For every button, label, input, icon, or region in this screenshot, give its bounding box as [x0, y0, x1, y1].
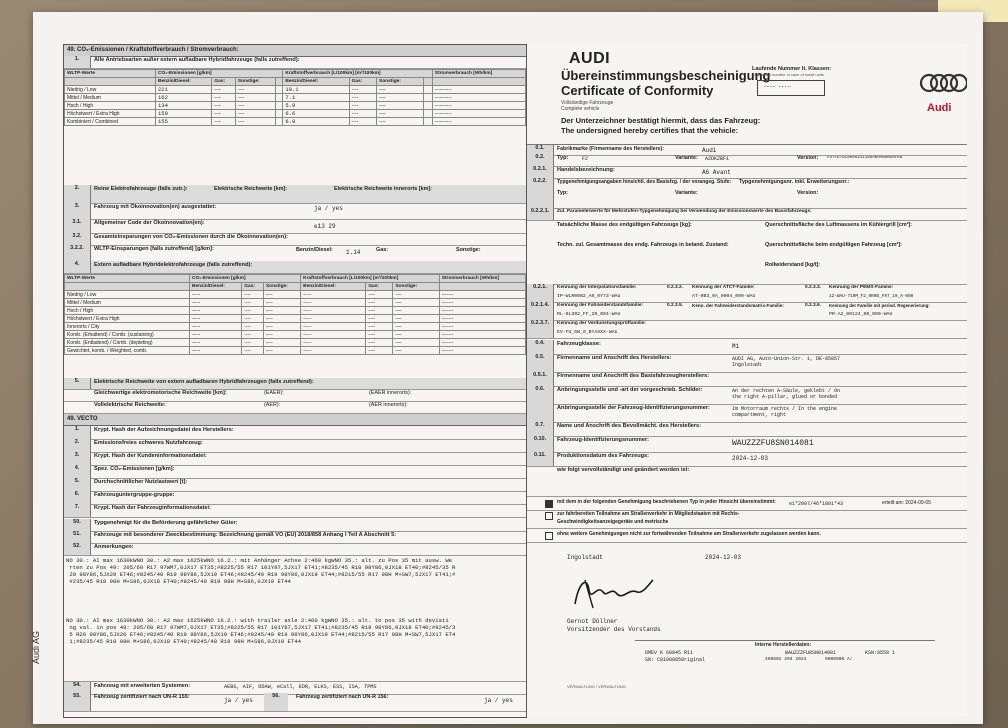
- aer-row: Vollelektrische Reichweite: (AER): (AER innerorts):: [64, 401, 526, 414]
- footer-bottom-text: VERWALTUNG / VERWALTUNG: [567, 684, 626, 689]
- fuel-header: Kraftstoffverbrauch [L/100km] [m³/100km]: [283, 70, 433, 78]
- phev-row: Gewichtet, komb. / Weighted, comb. ----- ---- ---- ----- ---- ---- -------: [65, 347, 526, 355]
- section-1-row: 1. Alle Antriebsarten außer extern aufladbare Hybridfahrzeuge (falls zutreffend):: [64, 56, 526, 69]
- serial-box: ---- ----: [757, 80, 825, 96]
- signer-title: Vorsitzender des Vorstands: [567, 626, 661, 633]
- internal-data-block: Interne Herstellerdaten: DMEV K 60045 R11 SN: C81000850riginal WAUZZZFU8SN014081 KSN:0558 1 460602 204 2024 0000000 A/: [635, 640, 935, 665]
- section-54-row: 54. Fahrzeug mit erweiterten Systemen: AEBS, AIF, DDAW, eCall, EDR, ELKS, ESS, ISA, TPMS: [64, 681, 526, 695]
- certificate-paper: [33, 12, 983, 724]
- title-german: Übereinstimmungsbescheinigung: [561, 68, 771, 83]
- conformity-row-3: ohne weitere Genehmigungen nicht zur fortwährenden Teilnahme am Straßenverkehr zugelassen werden kann.: [527, 530, 967, 543]
- detail-row-production-date: 0.11. Produktionsdatum des Fahrzeugs: 2024-12-03: [527, 452, 967, 467]
- family-id-row-1: 0.2.1. Kennung der Interpolationsfamilie: IP-WLR00N2_A0_0Y73-WAU 0.2.3.2. Kennung der ATCT-Familie: AT-0B3_0A_0004_000-WAU 0.2.3.3. Kennung der PEMS-Familie: 12-WAU-710M_F2_0R0B_F07_10_A-000: [527, 284, 967, 303]
- vecto-row: 6. Fahrzeuguntergruppe-gruppe:: [64, 491, 526, 505]
- vehicle-type-label: Vollständige Fahrzeuge Complete vehicle: [561, 100, 614, 112]
- right-row-0-2-2: 0.2.2. Typgenehmigungsangaben hinsichtl. des Basisfzg. / der vorangeg. Stufe: Typgenehmigungsnr. inkl. Erweiterungsnr.: Typ: Variante: Version:: [527, 178, 967, 209]
- vecto-row: 7. Krypt. Hash der Fahrzeuginformationsdatei:: [64, 504, 526, 518]
- family-id-row-2: 0.2.1.4. Kennung der Fahrwiderstandsfamilie: RL-0L392_FF_20_004-WAU 0.2.3.5. Kenn. der Fahrwiderstandsmatrix-Familie: 0.2.3.6. Kennung der Familie mit period. Regenerierung: PR-A2_00124_00_000-WAU: [527, 302, 967, 321]
- vecto-row: 2. Emissionsfreies schweres Nutzfahrzeug:: [64, 439, 526, 453]
- vecto-row: 4. Spez. CO₂-Emissionen [g/km]:: [64, 465, 526, 479]
- detail-row-category: 0.4. Fahrzeugklasse: M1: [527, 340, 967, 355]
- wltp-row: Kombiniert / Combined 155 ---- ---- 6.9 ---- ---- ----------: [65, 118, 526, 126]
- section-3-2-2-row: 3.2.2. WLTP-Einsparungen (falls zutreffend) [g/km]: Benzin/Diesel: 1.14 Gas: Sonstige:: [64, 245, 526, 262]
- section-2-row: 2. Reine Elektrofahrzeuge (falls zutr.): Elektrische Reichweite [km]: Elektrische Reichweite innerorts [km]:: [64, 185, 526, 204]
- right-panel-header: [527, 44, 967, 716]
- right-row-0-1: 0.1. Fabrikmarke (Firmenname des Herstellers): Audi: [527, 144, 967, 156]
- co2-header: CO₂-Emissionen [g/km]: [156, 70, 283, 78]
- audi-rings-logo: [919, 72, 967, 94]
- section-52-row: 52. Anmerkungen:: [64, 543, 526, 556]
- section-3-1-row: 3.1. Allgemeiner Code der Ökoinnovation(en): e13 29: [64, 219, 526, 234]
- wltp-table: WLTP-Werte CO₂-Emissionen [g/km] Kraftstoffverbrauch [L/100km] [m³/100km] Stromverbrauch [Wh/km] Benzin/Diesel: Gas: Sonstige: Benzin/Diesel: Gas: Sonstige: Niedrig / Low 221 ---- ---- 10.1 ---- ---- ---------- Mittel / Medium 162 ---- ---- 7.1 ---- ---- ---------- Hoch / High 134 ---- ---- 5.9 ---- ---- ---------- Höchstwert / Extra High 150 ---- ---- 6.6 ---- ---- ---------- Kombiniert / Combined 155 ---- ---- 6.9 ---- ---- ----------: [64, 69, 526, 126]
- section-3-2-row: 3.2. Gesamteinsparungen von CO₂-Emissionen durch die Ökoinnovation(en):: [64, 233, 526, 246]
- detail-row-plates: 0.6. Anbringungsstelle und -art der vorgeschrieb. Schilder: An der rechten A-Säule, geklebt / On the right A-pillar, glued or bonded: [527, 386, 967, 405]
- detail-row-vin-location: Anbringungsstelle der Fahrzeug-Identifizierungsnummer: Im Motorraum rechts / In the engine compartment, right: [527, 404, 967, 423]
- wltp-row: Hoch / High 134 ---- ---- 5.9 ---- ---- ----------: [65, 102, 526, 110]
- mass-info-block: Tatsächliche Masse des endgültigen Fahrzeugs [kg]: Techn. zul. Gesamtmasse des endg. Fahrzeugs in beland. Zustand: Querschnittsfläche des Luftmassens im Kühlergrill [cm²]: Querschnittsfläche beim endgültigen Fahrzeug [cm²]: Rollwiderstand [kg/t]:: [527, 220, 967, 285]
- right-row-0-2-1: 0.2.1. Handelsbezeichnung: A6 Avant: [527, 166, 967, 179]
- eaer-row: Gleichwertige elektromotorische Reichweite [km]: (EAER): (EAER innerorts):: [64, 389, 526, 402]
- elec-header: Stromverbrauch [Wh/km]: [432, 70, 525, 78]
- phev-row: Mittel / Medium ----- ---- ---- ----- ---- ---- -------: [65, 299, 526, 307]
- vecto-row: 1. Krypt. Hash der Aufzeichnungsdatei des Herstellers:: [64, 426, 526, 440]
- remarks-de: NO 30.: AI max 1630kWNO 30.: A2 max 1625kWNO 16.2.: mit Anhänger Achse 2:460 kgWNO 35.: alt. zu Pos 35 mit ausw. We rten zu Pos 49: 205/60 R17 97WM7,0JX17 ET35;#8225/55 R17 101Y87,5JX17 ET41;#8235/45 R18 98Y86,0JX18 ET40;#8245/35 R 20 98Y86,5JX20 ET46;#8245/40 R19 98Y86,5JX19 ET46;#8245/40 R19 98Y86,0JX19 ET44;#8215/55 R17 98H M+SW7,5JX17 ET41;# #235/45 R18 98H M+S86,0JX18 ET40;#8245/40 R19 98H M+S86,0JX19 ET44: [66, 557, 456, 585]
- remarks-en: NO 30.: AI max 1630kWNO 30.: A2 max 1625kWNO 16.2.: with trailer axle 2:460 kgWNO 35.: alt. to pos 35 with deviati ng val. in pos 49: 205/60 R17 97WM7,0JX17 ET35;#8225/55 R17 101Y87,5JX17 ET41;#8235/45 R18 98Y86,0JX18 ET40;#8245/3 5 R20 98Y86,5JX20 ET46;#8245/40 R19 98Y86,5JX19 ET46;#8245/40 R19 98Y86,0JX19 ET44;#8215/55 R17 98H M+SW7,5JX17 ET4 1;#8235/45 R18 98H M+S86,0JX18 ET40;#8245/40 R19 98H M+S86,0JX19 ET44: [66, 617, 456, 645]
- section-51-row: 51. Fahrzeuge mit besonderer Zweckbestimmung: Bezeichnung gemäß VO (EU) 2018/858 Anhang I Teil A Abschnitt 5:: [64, 531, 526, 544]
- detail-row-manufacturer: 0.5. Firmenname und Anschrift des Herstellers: AUDI AG, Auto-Union-Str. 1, DE-85057 Ingolstadt: [527, 354, 967, 373]
- detail-row-vin: 0.10. Fahrzeug-Identifizierungsnummer: WAUZZZFU8SN014081: [527, 436, 967, 453]
- conformity-row-2: zur fahrbereiten Teilnahme am Straßenverkehr in Mitgliedstaaten mit Rechts- Geschwindigkeitsanzeigegeräte und metrische: [527, 510, 967, 529]
- phev-row: Innerorts / City ----- ---- ---- ----- ---- ---- -------: [65, 323, 526, 331]
- sign-date: 2024-12-03: [705, 554, 742, 561]
- right-row-0-2-2-1: 0.2.2.1. Zul. Parameterwerte für Mehrstufen-Typgenehmigung bei Verwendung der Emissionswerte des Basisfahrzeugs:: [527, 208, 967, 221]
- brand-title: AUDI: [569, 50, 611, 67]
- serial-sublabel: Sequential number in case of small units: [752, 72, 824, 77]
- handwritten-signature: [567, 572, 657, 612]
- wltp-row: Mittel / Medium 162 ---- ---- 7.1 ---- ---- ----------: [65, 94, 526, 102]
- phev-table: WLTP-Werte CO₂-Emissionen [g/km] Kraftstoffverbrauch [L/100km] [m³/100km] Stromverbrauch [Wh/km] Benzin/Diesel: Gas: Sonstige: Benzin/Diesel: Gas: Sonstige: Niedrig / Low ----- ---- ---- ----- ---- ---- ------- Mittel / Medium ----- ---- ---- ----- ---- ---- ------- Hoch / High ----- ---- ---- ----- ---- ---- ------- Höchstwert / Extra High ----- ---- ---- ----- ---- ---- ------- Innerorts / City ----- ---- ---- ----- ---- ---- ------- Komb. (Erhaltend) / Comb. (sustaining) ----- ---- ---- ----- ---- ---- ------- Komb. (Entladend) / Comb. (depleting) ----- ---- ---- ----- ---- ---- ------- Gewichtet, komb. / Weighted, comb. ----- ---- ---- ----- ---- ---- -------: [64, 274, 526, 355]
- phev-row: Hoch / High ----- ---- ---- ----- ---- ---- -------: [65, 307, 526, 315]
- left-panel-emissions: [63, 44, 527, 718]
- section-1-label: Alle Antriebsarten außer extern aufladbare Hybridfahrzeuge (falls zutreffend):: [94, 57, 300, 63]
- conformity-row-1: mit dem in der folgenden Genehmigung beschriebenen Typ in jeder Hinsicht übereinstimmt: e1*2007/46*1801*43 erteilt am: 2024-09-05: [527, 498, 967, 511]
- section-50-row: 50. Typgenehmigt für die Beförderung gefährlicher Güter:: [64, 519, 526, 532]
- title-english: Certificate of Conformity: [561, 83, 714, 98]
- vecto-row: 3. Krypt. Hash der Kundeninformationsdatei:: [64, 452, 526, 466]
- right-row-0-2: 0.2. Typ: F2 Variante: A2DKZBF1 Version: FD7FD7DC0056141195AKHABHNG0FEB: [527, 154, 967, 167]
- phev-row: Höchstwert / Extra High ----- ---- ---- ----- ---- ---- -------: [65, 315, 526, 323]
- confirm-german: Der Unterzeichner bestätigt hiermit, dass das Fahrzeug:: [561, 116, 761, 125]
- signer-name: Gernot Döllner: [567, 618, 618, 625]
- detail-row-base-manufacturer: 0.5.1. Firmenname und Anschrift des Basisfahrzeugherstellers:: [527, 372, 967, 387]
- section-55-row: 55. Fahrzeug zertifiziert nach UN-R 155: ja / yes 56. Fahrzeug zertifiziert nach UN-R 156: ja / yes: [64, 693, 526, 712]
- detail-row-representative: 0.7. Name und Anschrift des Bevollmächt. des Herstellers:: [527, 422, 967, 437]
- sign-place: Ingolstadt: [567, 554, 604, 561]
- wltp-row: Niedrig / Low 221 ---- ---- 10.1 ---- ---- ----------: [65, 86, 526, 94]
- vecto-row: 5. Durchschnittlicher Nutzlastwert [t]:: [64, 478, 526, 492]
- section-49-header: 49. CO₂-Emissionen / Kraftstoffverbrauch / Stromverbrauch:: [64, 45, 526, 57]
- phev-row: Niedrig / Low ----- ---- ---- ----- ---- ---- -------: [65, 291, 526, 299]
- audi-wordmark: Audi: [927, 102, 952, 114]
- wltp-row: Höchstwert / Extra High 150 ---- ---- 6.6 ---- ---- ----------: [65, 110, 526, 118]
- side-brand-text: Audi AG: [31, 630, 41, 664]
- detail-row-completed: wie folgt vervollständigt und geändert worden ist:: [527, 466, 967, 497]
- serial-label: Laufende Nummer lt. Klassen:: [752, 66, 832, 72]
- section-4-row: 4. Extern aufladbare Hybridelektrofahrzeuge (falls zutreffend):: [64, 261, 526, 274]
- phev-row: Komb. (Erhaltend) / Comb. (sustaining) ----- ---- ---- ----- ---- ---- -------: [65, 331, 526, 339]
- wltp-label: WLTP-Werte: [65, 70, 156, 78]
- vecto-header: 49. VECTO: [64, 414, 526, 426]
- family-id-row-3: 0.2.3.7. Kennung der Verdunstungsprüffamilie: EV-FU_6W_0_BYASXX-WAU: [527, 320, 967, 339]
- side-margin: [31, 604, 55, 684]
- confirm-english: The undersigned hereby certifies that the vehicle:: [561, 126, 739, 135]
- section-3-row: 3. Fahrzeug mit Ökoinnovation(en) ausgestattet: ja / yes: [64, 203, 526, 220]
- section-5-row: 5. Elektrische Reichweite von extern aufladbaren Hybridfahrzeugen (falls zutreffend):: [64, 378, 526, 390]
- phev-row: Komb. (Entladend) / Comb. (depleting) ----- ---- ---- ----- ---- ---- -------: [65, 339, 526, 347]
